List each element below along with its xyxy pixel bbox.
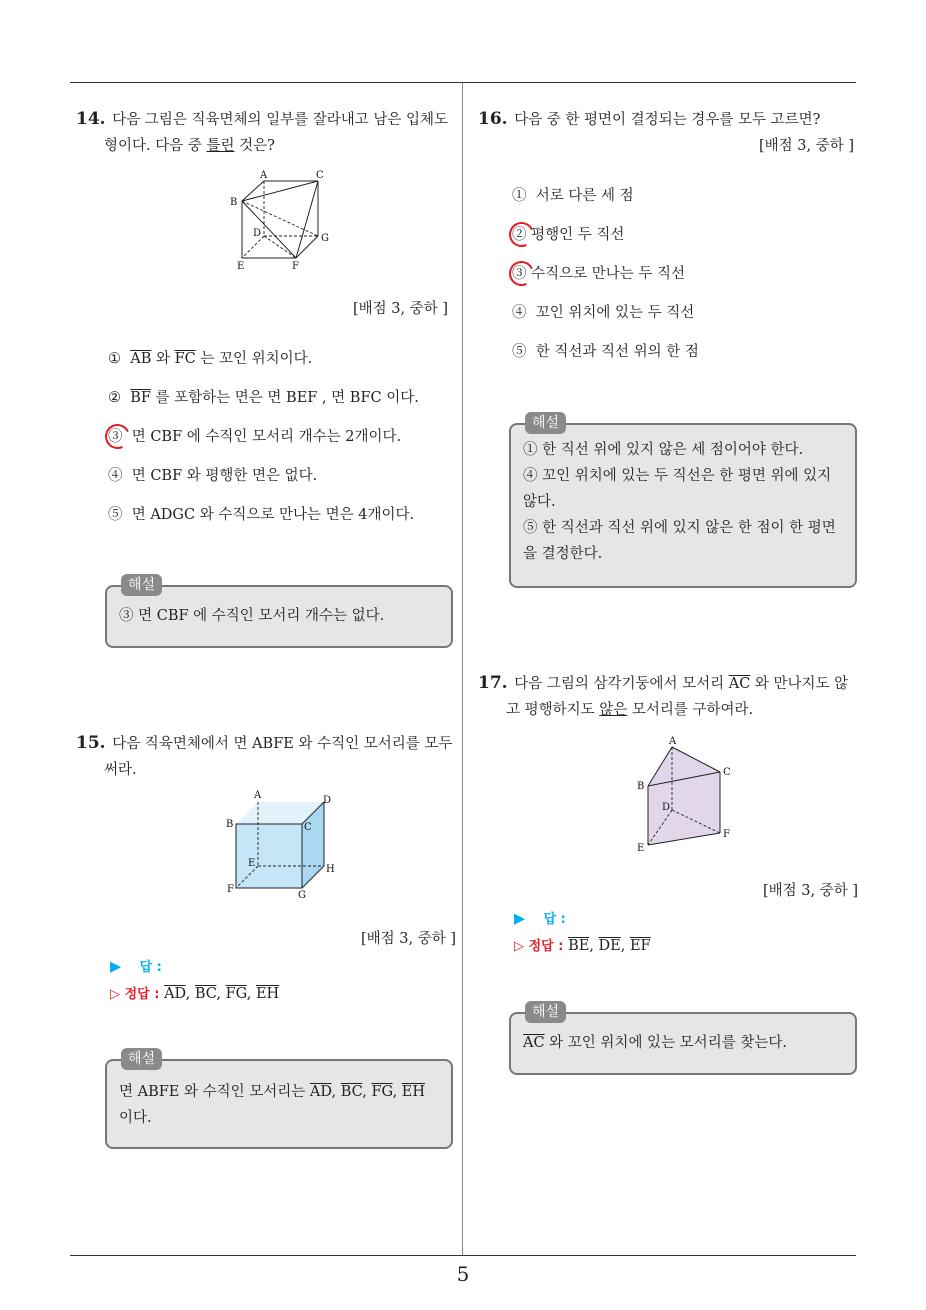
- question-14-figure: [222, 168, 342, 278]
- explanation-text-a: 면 ABFE 와 수직인 모서리는: [119, 1084, 310, 1100]
- explanation-tag: 해설: [121, 574, 162, 596]
- vertex-label-F: F: [227, 884, 234, 895]
- question-15: [76, 730, 458, 783]
- segment-label: $\overline{BF}$: [130, 390, 151, 406]
- question-16-text: [478, 106, 858, 133]
- vertex-label-E: E: [237, 261, 245, 272]
- question-17: [478, 670, 858, 723]
- bottom-rule: [70, 1255, 856, 1256]
- question-17-number: 17.: [478, 673, 508, 693]
- play-triangle-icon: ▶: [110, 959, 122, 975]
- correct-item: $\overline{FG}$: [225, 986, 247, 1002]
- option-text: 와: [151, 351, 175, 367]
- question-14-text-a: 다음 그림은 직육면체의 일부를 잘라내고 남은 입체도형이다. 다음 중: [104, 112, 448, 154]
- question-16: [478, 106, 858, 159]
- vertex-label-H: H: [326, 864, 335, 875]
- explanation-text: 면 ABFE 와 수직인 모서리는 $\overline{AD}$, $\overline{BC}$, $\overline{FG}$, $\overline{EH}$ 이다.: [119, 1084, 426, 1126]
- q14-option-1[interactable]: [108, 348, 312, 370]
- question-14-number: 14.: [76, 109, 106, 129]
- question-17-figure: [634, 735, 744, 855]
- correct-item: $\overline{BE}$: [568, 938, 590, 954]
- question-15-points: [배점 3, 중하 ]: [360, 931, 456, 947]
- vertex-label-A: A: [254, 790, 262, 801]
- q16-option-1[interactable]: [512, 185, 634, 207]
- explanation-text-rest: 와 꼬인 위치에 있는 모서리를 찾는다.: [544, 1035, 787, 1051]
- question-16-points: [배점 3, 중하 ]: [758, 138, 854, 154]
- vertex-label-G: G: [321, 233, 329, 244]
- vertex-label-F: F: [723, 829, 730, 840]
- explanation-line-2: ④ 꼬인 위치에 있는 두 직선은 한 평면 위에 있지 않다.: [523, 468, 832, 510]
- vertex-label-C: C: [316, 170, 324, 181]
- segment-label: $\overline{AC}$: [728, 676, 751, 692]
- option-number: ④: [108, 468, 123, 484]
- option-text: 면 CBF 와 평행한 면은 없다.: [131, 468, 318, 484]
- correct-item: $\overline{EH}$: [255, 986, 280, 1002]
- vertex-label-A: A: [260, 170, 268, 181]
- vertex-label-B: B: [637, 781, 645, 792]
- correct-label: 정답 :: [528, 939, 564, 954]
- explain-item: $\overline{FG}$: [371, 1084, 393, 1100]
- q17-correct-answer: ▷ 정답 : $\overline{BE}$, $\overline{DE}$, $\overline{EF}$: [514, 938, 651, 954]
- outline-triangle-icon: ▷: [514, 939, 524, 954]
- vertex-label-C: C: [723, 767, 731, 778]
- column-divider: [462, 83, 463, 1255]
- q14-explanation-box: [105, 577, 453, 648]
- option-number: ④: [512, 305, 527, 321]
- question-14: [76, 106, 458, 159]
- question-17-points: [배점 3, 중하 ]: [762, 883, 858, 899]
- option-text: 한 직선과 직선 위의 한 점: [535, 344, 699, 360]
- vertex-label-D: D: [253, 228, 262, 239]
- explain-item: $\overline{EH}$: [401, 1084, 426, 1100]
- vertex-label-D: D: [323, 795, 332, 806]
- option-number: ①: [512, 188, 527, 204]
- page-number: 5: [456, 1262, 470, 1286]
- question-17-text-a: 다음 그림의 삼각기둥에서 모서리: [514, 676, 729, 692]
- q14-option-4[interactable]: [108, 465, 317, 487]
- vertex-label-B: B: [230, 197, 238, 208]
- vertex-label-D: D: [662, 802, 671, 813]
- option-text: 꼬인 위치에 있는 두 직선: [535, 305, 695, 321]
- q16-option-2[interactable]: [512, 224, 624, 246]
- option-text: 면 ADGC 와 수직으로 만나는 면은 4개이다.: [131, 507, 415, 523]
- q17-answer-field[interactable]: [514, 907, 566, 932]
- option-number: ⑤: [512, 344, 527, 360]
- question-15-text: [76, 730, 458, 783]
- explanation-tag: 해설: [525, 412, 566, 434]
- prism-face: [648, 747, 720, 845]
- question-17-text-c: 모서리를 구하여라.: [627, 702, 754, 718]
- hidden-edge-DE: [242, 236, 264, 258]
- option-number: ①: [108, 351, 121, 367]
- option-number: ⑤: [108, 507, 123, 523]
- top-rule: [70, 82, 856, 83]
- option-text: 서로 다른 세 점: [535, 188, 634, 204]
- explanation-tag: 해설: [525, 1001, 566, 1023]
- q16-option-4[interactable]: [512, 302, 694, 324]
- correct-item: $\overline{DE}$: [598, 938, 621, 954]
- explain-item: $\overline{AD}$: [309, 1084, 332, 1100]
- correct-item: $\overline{BC}$: [194, 986, 217, 1002]
- q14-option-3[interactable]: [108, 426, 401, 448]
- segment-label: $\overline{FC}$: [174, 351, 196, 367]
- question-14-points: [배점 3, 중하 ]: [352, 301, 448, 317]
- q15-explanation-box: [105, 1051, 453, 1149]
- question-15-figure: [222, 786, 342, 898]
- option-text: 평행인 두 직선: [531, 227, 625, 243]
- question-17-text: [478, 670, 858, 723]
- vertex-label-E: E: [248, 858, 256, 869]
- correct-label: 정답 :: [124, 987, 160, 1002]
- question-17-underlined: 않은: [599, 702, 628, 718]
- q15-answer-field[interactable]: [110, 955, 162, 980]
- option-text: 를 포함하는 면은 면 BEF , 면 BFC 이다.: [150, 390, 419, 406]
- q15-correct-answer: ▷ 정답 : $\overline{AD}$, $\overline{BC}$, $\overline{FG}$, $\overline{EH}$: [110, 986, 280, 1002]
- vertex-label-A: A: [669, 736, 677, 747]
- q16-explanation-box: [509, 415, 857, 588]
- vertex-label-C: C: [304, 822, 312, 833]
- explanation-text-b: 이다.: [119, 1110, 152, 1126]
- correct-item: $\overline{EF}$: [629, 938, 651, 954]
- explanation-line-1: ① 한 직선 위에 있지 않은 세 점이어야 한다.: [523, 442, 804, 458]
- option-text: 는 꼬인 위치이다.: [195, 351, 313, 367]
- segment-label: $\overline{AB}$: [130, 351, 152, 367]
- answer-label: 답 :: [543, 912, 566, 927]
- hidden-edge-DF: [264, 236, 296, 258]
- option-text: 수직으로 만나는 두 직선: [531, 266, 686, 282]
- q16-option-5[interactable]: [512, 341, 699, 363]
- option-number: ②: [108, 390, 121, 406]
- option-number: ③: [512, 266, 527, 282]
- question-15-text-body: 다음 직육면체에서 면 ABFE 와 수직인 모서리를 모두 써라.: [104, 736, 453, 778]
- option-number: ③: [108, 429, 123, 445]
- option-text: 면 CBF 에 수직인 모서리 개수는 2개이다.: [131, 429, 402, 445]
- question-16-number: 16.: [478, 109, 508, 129]
- explanation-line-3: ⑤ 한 직선과 직선 위에 있지 않은 한 점이 한 평면을 결정한다.: [523, 520, 836, 562]
- correct-item: $\overline{AD}$: [164, 986, 186, 1002]
- q17-explanation-box: [509, 1004, 857, 1075]
- q14-option-5[interactable]: [108, 504, 414, 526]
- question-17-text-b: 와 만나지도 않고 평행하지도: [506, 676, 849, 718]
- vertex-label-G: G: [298, 890, 306, 898]
- edge-BF: [242, 201, 296, 258]
- question-14-underlined: 틀린: [206, 138, 235, 154]
- explanation-text: [523, 1026, 843, 1056]
- play-triangle-icon: ▶: [514, 911, 526, 927]
- question-16-text-body: 다음 중 한 평면이 결정되는 경우를 모두 고르면?: [514, 112, 821, 128]
- explain-item: $\overline{BC}$: [340, 1084, 363, 1100]
- segment-label: $\overline{AC}$: [523, 1035, 545, 1051]
- question-15-number: 15.: [76, 733, 106, 753]
- question-14-text-b: 것은?: [234, 138, 275, 154]
- vertex-label-E: E: [637, 843, 645, 854]
- vertex-label-F: F: [292, 261, 299, 272]
- explanation-tag: 해설: [121, 1048, 162, 1070]
- question-14-text: [76, 106, 458, 159]
- option-number: ②: [512, 227, 527, 243]
- outline-triangle-icon: ▷: [110, 987, 120, 1002]
- q14-option-2[interactable]: [108, 387, 419, 409]
- q16-option-3[interactable]: [512, 263, 685, 285]
- explanation-text: ③ 면 CBF 에 수직인 모서리 개수는 없다.: [119, 608, 385, 624]
- vertex-label-B: B: [226, 819, 234, 830]
- answer-label: 답 :: [139, 960, 162, 975]
